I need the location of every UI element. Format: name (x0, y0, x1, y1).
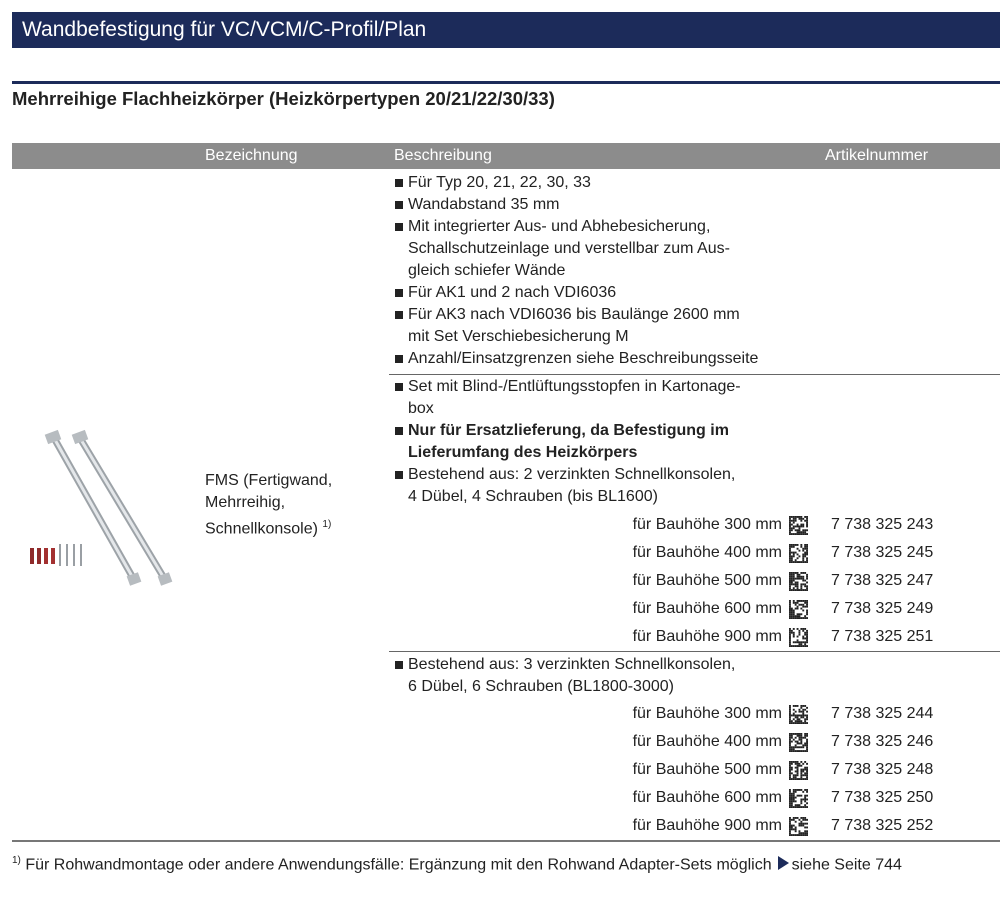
size-label: für Bauhöhe 600 mm (632, 600, 782, 617)
bullet-text: Bestehend aus: 2 verzinkten Schnellkonsolen, (408, 466, 736, 483)
size-label: für Bauhöhe 500 mm (632, 572, 782, 589)
description-bullet (395, 464, 735, 508)
datamatrix-code-icon (789, 789, 808, 808)
bullet-text: 6 Dübel, 6 Schrauben (BL1800-3000) (408, 678, 674, 695)
row-separator (389, 651, 1000, 652)
bullet-text: gleich schiefer Wände (408, 262, 566, 279)
section-subtitle: Mehrreihige Flachheizkörper (Heizkörpertypen 20/21/22/30/33) (12, 88, 555, 109)
datamatrix-code-icon (789, 572, 808, 591)
table-header (12, 143, 1000, 169)
datamatrix-code-icon (789, 516, 808, 535)
size-label: für Bauhöhe 300 mm (632, 705, 782, 722)
size-label: für Bauhöhe 600 mm (632, 789, 782, 806)
datamatrix-code-icon (789, 628, 808, 647)
description-bullet (395, 654, 735, 698)
description-bullet (395, 304, 740, 348)
bullet-text: Set mit Blind-/Entlüftungsstopfen in Kartonage- (408, 378, 741, 395)
footnote-page-link[interactable]: siehe Seite 744 (791, 856, 902, 874)
row-separator (389, 374, 1000, 375)
bullet-text: Anzahl/Einsatzgrenzen siehe Beschreibungsseite (408, 350, 759, 367)
article-number: 7 738 325 244 (831, 705, 934, 722)
bullet-text: Lieferumfang des Heizkörpers (408, 444, 638, 461)
article-number: 7 738 325 243 (831, 516, 934, 533)
bullet-text: Für AK3 nach VDI6036 bis Baulänge 2600 mm (408, 306, 740, 323)
description-bullet (395, 348, 758, 370)
designation-line: Mehrreihig, (205, 494, 286, 511)
size-label: für Bauhöhe 500 mm (632, 761, 782, 778)
article-number: 7 738 325 247 (831, 572, 934, 589)
size-label: für Bauhöhe 300 mm (632, 516, 782, 533)
size-label: für Bauhöhe 400 mm (632, 544, 782, 561)
datamatrix-code-icon (789, 817, 808, 836)
description-bullet-emphasized (395, 420, 729, 464)
description-bullet (395, 282, 616, 304)
column-header-artikelnummer: Artikelnummer (825, 147, 929, 164)
bullet-text: mit Set Verschiebesicherung M (408, 328, 629, 345)
article-number: 7 738 325 245 (831, 544, 934, 561)
bullet-text: Für Typ 20, 21, 22, 30, 33 (408, 174, 591, 191)
page-title: Wandbefestigung für VC/VCM/C-Profil/Plan (12, 12, 1000, 48)
arrow-right-icon (778, 856, 789, 870)
datamatrix-code-icon (789, 733, 808, 752)
column-header-bezeichnung: Bezeichnung (205, 147, 298, 164)
table-bottom-rule (12, 840, 1000, 842)
designation-line-text: Schnellkonsole) (205, 520, 318, 538)
product-designation (205, 470, 332, 540)
dowels-and-screws (30, 544, 82, 566)
article-number: 7 738 325 252 (831, 817, 934, 834)
bullet-text: Für AK1 und 2 nach VDI6036 (408, 284, 617, 301)
footnote-marker: 1) (322, 519, 332, 530)
bullet-text: Mit integrierter Aus- und Abhebesicherung, (408, 218, 711, 235)
footnote-text: Für Rohwandmontage oder andere Anwendungsfälle: Ergänzung mit den Rohwand Adapter-Sets möglich (25, 856, 772, 874)
bullet-text: box (408, 400, 434, 417)
description-bullet (395, 172, 591, 194)
bullet-text: Wandabstand 35 mm (408, 196, 560, 213)
bullet-text: Nur für Ersatzlieferung, da Befestigung im (408, 422, 729, 439)
article-number: 7 738 325 248 (831, 761, 934, 778)
article-number: 7 738 325 250 (831, 789, 934, 806)
datamatrix-code-icon (789, 600, 808, 619)
size-label: für Bauhöhe 900 mm (632, 628, 782, 645)
designation-line (205, 514, 332, 540)
description-bullet (395, 194, 559, 216)
footnote (12, 855, 902, 874)
bullet-text: Schallschutzeinlage und verstellbar zum Aus- (408, 240, 730, 257)
size-label: für Bauhöhe 400 mm (632, 733, 782, 750)
description-bullet (395, 216, 730, 282)
description-bullet (395, 376, 741, 420)
footnote-mark: 1) (12, 855, 21, 866)
designation-line: FMS (Fertigwand, (205, 472, 333, 489)
header-rule (12, 81, 1000, 84)
column-header-beschreibung: Beschreibung (394, 147, 492, 164)
bullet-text: Bestehend aus: 3 verzinkten Schnellkonsolen, (408, 656, 736, 673)
wall-bracket-product-image (28, 428, 188, 593)
datamatrix-code-icon (789, 544, 808, 563)
bullet-text: 4 Dübel, 4 Schrauben (bis BL1600) (408, 488, 658, 505)
datamatrix-code-icon (789, 761, 808, 780)
size-label: für Bauhöhe 900 mm (632, 817, 782, 834)
article-number: 7 738 325 251 (831, 628, 934, 645)
datamatrix-code-icon (789, 705, 808, 724)
article-number: 7 738 325 246 (831, 733, 934, 750)
article-number: 7 738 325 249 (831, 600, 934, 617)
